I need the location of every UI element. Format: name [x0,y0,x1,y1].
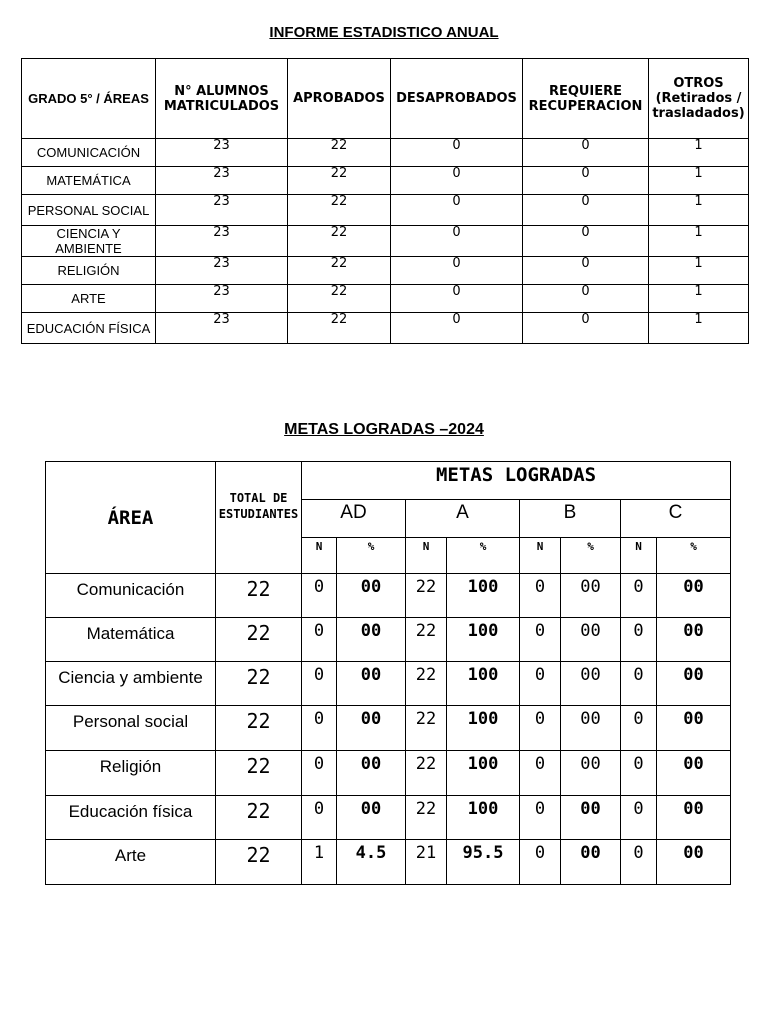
total-cell: 22 [216,706,302,751]
header-total: TOTAL DE ESTUDIANTES [216,462,302,574]
a-n-cell: 22 [406,574,447,618]
matriculados-cell: 23 [156,285,288,313]
b-pct-cell: 00 [561,796,621,840]
ad-pct-cell: 00 [337,796,406,840]
a-pct-cell: 95.5 [447,840,520,885]
a-n-cell: 21 [406,840,447,885]
b-pct-cell: 00 [561,574,621,618]
c-n-cell: 0 [621,840,657,885]
header-matriculados: N° ALUMNOS MATRICULADOS [156,59,288,139]
c-n-cell: 0 [621,662,657,706]
ad-n-cell: 0 [302,662,337,706]
ad-pct-cell: 00 [337,618,406,662]
total-cell: 22 [216,840,302,885]
b-n-cell: 0 [520,706,561,751]
annual-statistics-table [21,58,749,344]
c-pct-cell: 00 [657,706,731,751]
aprobados-cell: 22 [288,285,391,313]
c-pct-cell: 00 [657,751,731,796]
table-row [22,285,749,313]
b-n-cell: 0 [520,796,561,840]
matriculados-cell: 23 [156,195,288,226]
b-n-cell: 0 [520,662,561,706]
b-n-cell: 0 [520,840,561,885]
desaprobados-cell: 0 [391,285,523,313]
desaprobados-cell: 0 [391,139,523,167]
goals-achieved-table [45,461,731,885]
total-cell: 22 [216,618,302,662]
ad-n-cell: 1 [302,840,337,885]
header-n: N [520,538,561,574]
c-n-cell: 0 [621,706,657,751]
c-n-cell: 0 [621,751,657,796]
ad-n-cell: 0 [302,574,337,618]
ad-n-cell: 0 [302,618,337,662]
recuperacion-cell: 0 [523,195,649,226]
area-cell: MATEMÁTICA [22,167,156,195]
b-pct-cell: 00 [561,751,621,796]
header-metas: METAS LOGRADAS [302,462,731,500]
a-n-cell: 22 [406,751,447,796]
header-desaprobados: DESAPROBADOS [391,59,523,139]
b-pct-cell: 00 [561,618,621,662]
table-row [46,574,731,618]
b-pct-cell: 00 [561,662,621,706]
a-n-cell: 22 [406,618,447,662]
c-pct-cell: 00 [657,574,731,618]
c-pct-cell: 00 [657,840,731,885]
header-area: ÁREA [46,462,216,574]
table-row [22,195,749,226]
header-n: N [406,538,447,574]
area-cell: PERSONAL SOCIAL [22,195,156,226]
header-level-a: A [406,500,520,538]
ad-n-cell: 0 [302,706,337,751]
matriculados-cell: 23 [156,226,288,257]
area-cell: Ciencia y ambiente [46,662,216,706]
aprobados-cell: 22 [288,195,391,226]
aprobados-cell: 22 [288,257,391,285]
ad-pct-cell: 00 [337,751,406,796]
c-n-cell: 0 [621,574,657,618]
recuperacion-cell: 0 [523,139,649,167]
table-row [46,706,731,751]
recuperacion-cell: 0 [523,167,649,195]
c-n-cell: 0 [621,618,657,662]
a-pct-cell: 100 [447,706,520,751]
area-cell: Educación física [46,796,216,840]
area-cell: CIENCIA Y AMBIENTE [22,226,156,257]
otros-cell: 1 [649,195,749,226]
b-n-cell: 0 [520,751,561,796]
table-row [46,751,731,796]
total-cell: 22 [216,751,302,796]
table-row [22,139,749,167]
matriculados-cell: 23 [156,257,288,285]
header-level-b: B [520,500,621,538]
a-pct-cell: 100 [447,618,520,662]
desaprobados-cell: 0 [391,167,523,195]
area-cell: Personal social [46,706,216,751]
c-n-cell: 0 [621,796,657,840]
aprobados-cell: 22 [288,167,391,195]
header-pct: % [447,538,520,574]
area-cell: COMUNICACIÓN [22,139,156,167]
desaprobados-cell: 0 [391,257,523,285]
otros-cell: 1 [649,285,749,313]
b-n-cell: 0 [520,574,561,618]
b-pct-cell: 00 [561,840,621,885]
recuperacion-cell: 0 [523,313,649,344]
a-n-cell: 22 [406,796,447,840]
c-pct-cell: 00 [657,618,731,662]
c-pct-cell: 00 [657,796,731,840]
table-header-row [46,462,731,500]
table-row [46,840,731,885]
table-row [46,618,731,662]
header-pct: % [337,538,406,574]
table-row [22,226,749,257]
ad-pct-cell: 4.5 [337,840,406,885]
b-pct-cell: 00 [561,706,621,751]
desaprobados-cell: 0 [391,195,523,226]
c-pct-cell: 00 [657,662,731,706]
ad-pct-cell: 00 [337,706,406,751]
total-cell: 22 [216,662,302,706]
desaprobados-cell: 0 [391,226,523,257]
otros-cell: 1 [649,167,749,195]
header-aprobados: APROBADOS [288,59,391,139]
header-recuperacion: REQUIERE RECUPERACION [523,59,649,139]
table-row [22,257,749,285]
area-cell: Arte [46,840,216,885]
header-grado: GRADO 5° / ÁREAS [22,59,156,139]
ad-n-cell: 0 [302,751,337,796]
recuperacion-cell: 0 [523,226,649,257]
otros-cell: 1 [649,139,749,167]
matriculados-cell: 23 [156,313,288,344]
ad-n-cell: 0 [302,796,337,840]
aprobados-cell: 22 [288,139,391,167]
header-n: N [621,538,657,574]
a-pct-cell: 100 [447,751,520,796]
matriculados-cell: 23 [156,167,288,195]
header-pct: % [657,538,731,574]
ad-pct-cell: 00 [337,662,406,706]
otros-cell: 1 [649,226,749,257]
desaprobados-cell: 0 [391,313,523,344]
table-row [46,796,731,840]
b-n-cell: 0 [520,618,561,662]
total-cell: 22 [216,574,302,618]
report1-title: INFORME ESTADISTICO ANUAL [269,24,499,41]
area-cell: Matemática [46,618,216,662]
area-cell: Comunicación [46,574,216,618]
header-otros: OTROS (Retirados / trasladados) [649,59,749,139]
table-header-row [22,59,749,139]
aprobados-cell: 22 [288,226,391,257]
otros-cell: 1 [649,313,749,344]
table-row [22,167,749,195]
table-row [22,313,749,344]
recuperacion-cell: 0 [523,285,649,313]
header-pct: % [561,538,621,574]
area-cell: Religión [46,751,216,796]
header-level-ad: AD [302,500,406,538]
area-cell: EDUCACIÓN FÍSICA [22,313,156,344]
a-pct-cell: 100 [447,796,520,840]
matriculados-cell: 23 [156,139,288,167]
a-n-cell: 22 [406,662,447,706]
total-cell: 22 [216,796,302,840]
area-cell: ARTE [22,285,156,313]
header-level-c: C [621,500,731,538]
a-pct-cell: 100 [447,574,520,618]
report2-title: METAS LOGRADAS –2024 [284,421,484,438]
table-row [46,662,731,706]
a-pct-cell: 100 [447,662,520,706]
recuperacion-cell: 0 [523,257,649,285]
a-n-cell: 22 [406,706,447,751]
area-cell: RELIGIÓN [22,257,156,285]
ad-pct-cell: 00 [337,574,406,618]
header-n: N [302,538,337,574]
aprobados-cell: 22 [288,313,391,344]
otros-cell: 1 [649,257,749,285]
